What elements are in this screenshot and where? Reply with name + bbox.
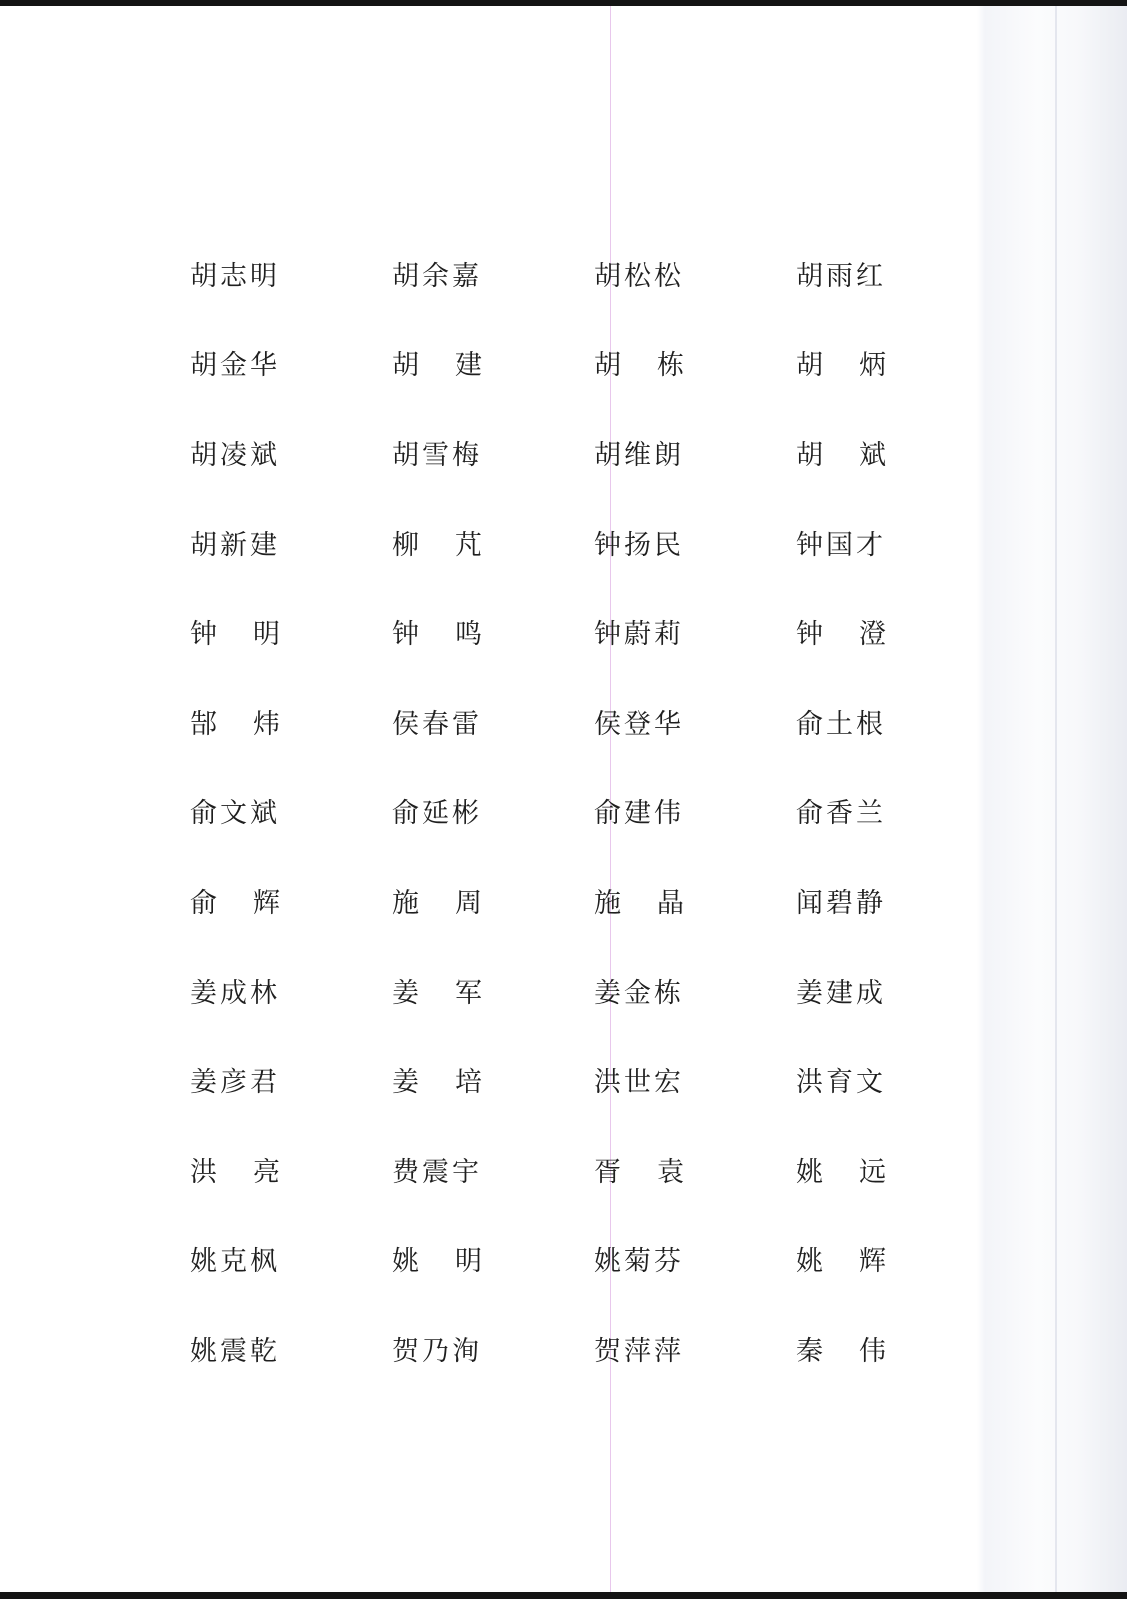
person-name: 贺乃洵 xyxy=(392,1335,482,1367)
person-name: 姜 培 xyxy=(392,1067,482,1099)
person-name: 柳 芃 xyxy=(392,529,482,561)
person-name: 姜建成 xyxy=(796,977,886,1009)
person-name: 胡雨红 xyxy=(796,260,886,292)
person-name: 姜成林 xyxy=(190,977,280,1009)
name-row xyxy=(190,1307,910,1397)
name-row xyxy=(190,1038,910,1128)
person-name: 俞香兰 xyxy=(796,798,886,830)
name-row xyxy=(190,680,910,770)
person-name: 钟 澄 xyxy=(796,619,886,651)
person-name: 钟 鸣 xyxy=(392,619,482,651)
name-row xyxy=(190,411,910,501)
person-name: 姚菊芬 xyxy=(594,1246,684,1278)
person-name: 秦 伟 xyxy=(796,1335,886,1367)
person-name: 姚 远 xyxy=(796,1156,886,1188)
person-name: 侯春雷 xyxy=(392,708,482,740)
person-name: 胡新建 xyxy=(190,529,280,561)
scan-fold-line xyxy=(1055,6,1057,1592)
scan-top-edge xyxy=(0,0,1127,6)
name-row xyxy=(190,232,910,322)
person-name: 姚克枫 xyxy=(190,1246,280,1278)
person-name: 胡 炳 xyxy=(796,350,886,382)
person-name: 施 周 xyxy=(392,887,482,919)
person-name: 胡 栋 xyxy=(594,350,684,382)
person-name: 钟 明 xyxy=(190,619,280,651)
person-name: 俞文斌 xyxy=(190,798,280,830)
name-row xyxy=(190,1128,910,1218)
person-name: 姜 军 xyxy=(392,977,482,1009)
person-name: 费震宇 xyxy=(392,1156,482,1188)
name-row xyxy=(190,770,910,860)
person-name: 俞建伟 xyxy=(594,798,684,830)
person-name: 钟国才 xyxy=(796,529,886,561)
person-name: 贺萍萍 xyxy=(594,1335,684,1367)
person-name: 胡余嘉 xyxy=(392,260,482,292)
scan-bottom-edge xyxy=(0,1592,1127,1599)
person-name: 郜 炜 xyxy=(190,708,280,740)
name-row xyxy=(190,1218,910,1308)
person-name: 姚 辉 xyxy=(796,1246,886,1278)
person-name: 胡志明 xyxy=(190,260,280,292)
person-name: 胡雪梅 xyxy=(392,439,482,471)
person-name: 胥 袁 xyxy=(594,1156,684,1188)
person-name: 俞 辉 xyxy=(190,887,280,919)
person-name: 胡凌斌 xyxy=(190,439,280,471)
name-row xyxy=(190,322,910,412)
person-name: 姜彦君 xyxy=(190,1067,280,1099)
name-list-grid xyxy=(190,232,910,1397)
name-row xyxy=(190,590,910,680)
person-name: 洪育文 xyxy=(796,1067,886,1099)
person-name: 胡 斌 xyxy=(796,439,886,471)
person-name: 洪 亮 xyxy=(190,1156,280,1188)
person-name: 胡 建 xyxy=(392,350,482,382)
person-name: 洪世宏 xyxy=(594,1067,684,1099)
person-name: 侯登华 xyxy=(594,708,684,740)
person-name: 姚震乾 xyxy=(190,1335,280,1367)
person-name: 胡金华 xyxy=(190,350,280,382)
person-name: 钟扬民 xyxy=(594,529,684,561)
name-row xyxy=(190,501,910,591)
person-name: 俞延彬 xyxy=(392,798,482,830)
person-name: 胡松松 xyxy=(594,260,684,292)
person-name: 胡维朗 xyxy=(594,439,684,471)
scan-right-shade xyxy=(977,6,1127,1592)
person-name: 俞土根 xyxy=(796,708,886,740)
name-row xyxy=(190,859,910,949)
person-name: 施 晶 xyxy=(594,887,684,919)
person-name: 闻碧静 xyxy=(796,887,886,919)
name-row xyxy=(190,949,910,1039)
person-name: 姚 明 xyxy=(392,1246,482,1278)
person-name: 姜金栋 xyxy=(594,977,684,1009)
person-name: 钟蔚莉 xyxy=(594,619,684,651)
